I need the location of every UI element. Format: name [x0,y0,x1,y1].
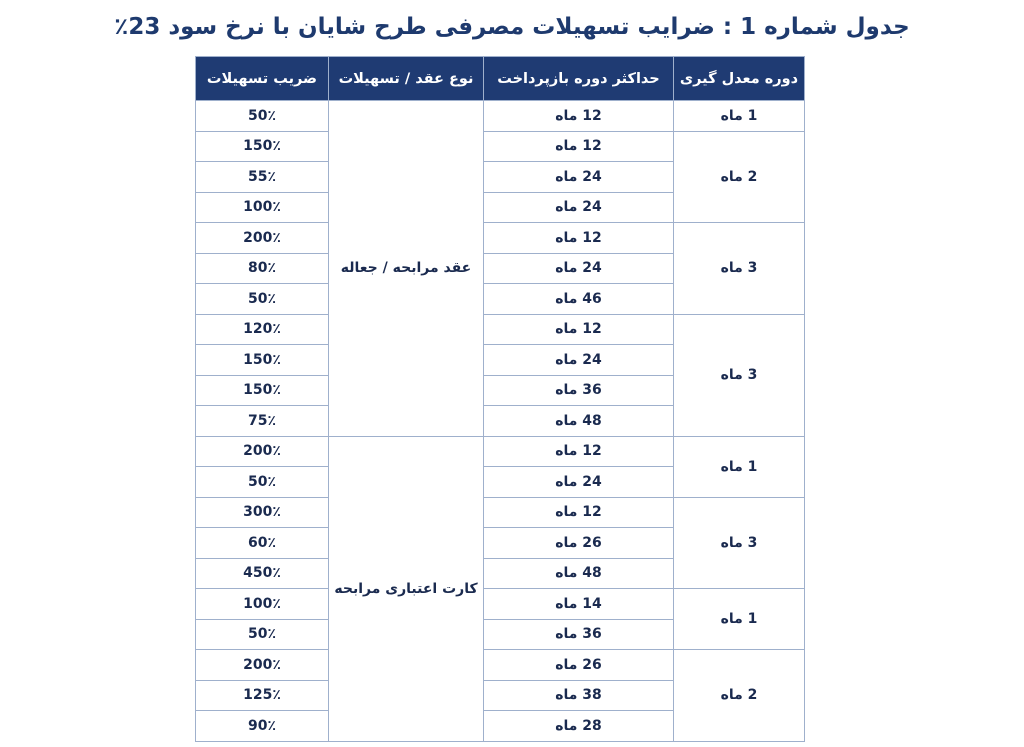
max-repayment-cell: 12 ماه [484,131,674,162]
max-repayment-cell: 12 ماه [484,223,674,254]
max-repayment-cell: 14 ماه [484,589,674,620]
header-max-repayment: حداکثر دوره بازپرداخت [484,57,674,101]
table-row [196,497,805,528]
max-repayment-cell: 36 ماه [484,375,674,406]
averaging-period-cell: 2 ماه [674,650,805,742]
max-repayment-cell: 24 ماه [484,162,674,193]
coefficient-cell: 150٪ [196,131,329,162]
max-repayment-cell: 48 ماه [484,406,674,437]
max-repayment-cell: 26 ماه [484,528,674,559]
max-repayment-cell: 26 ماه [484,650,674,681]
coefficient-cell: 80٪ [196,253,329,284]
averaging-period-cell: 3 ماه [674,223,805,315]
coefficient-cell: 55٪ [196,162,329,193]
coefficient-cell: 200٪ [196,223,329,254]
max-repayment-cell: 24 ماه [484,467,674,498]
max-repayment-cell: 12 ماه [484,436,674,467]
coefficients-table [195,56,805,742]
coefficient-cell: 200٪ [196,436,329,467]
max-repayment-cell: 24 ماه [484,253,674,284]
coefficient-cell: 50٪ [196,101,329,132]
table-row [196,314,805,345]
coefficient-cell: 450٪ [196,558,329,589]
coefficient-cell: 90٪ [196,711,329,742]
coefficient-cell: 50٪ [196,619,329,650]
coefficient-cell: 60٪ [196,528,329,559]
table-row [196,101,805,132]
coefficient-cell: 120٪ [196,314,329,345]
header-averaging-period: دوره معدل گیری [674,57,805,101]
coefficient-cell: 200٪ [196,650,329,681]
averaging-period-cell: 1 ماه [674,436,805,497]
max-repayment-cell: 28 ماه [484,711,674,742]
contract-type-cell: کارت اعتباری مرابحه [329,436,484,741]
max-repayment-cell: 12 ماه [484,101,674,132]
max-repayment-cell: 24 ماه [484,192,674,223]
table-header-row [196,57,805,101]
averaging-period-cell: 2 ماه [674,131,805,223]
max-repayment-cell: 48 ماه [484,558,674,589]
table-row [196,589,805,620]
header-contract-type: نوع عقد / تسهیلات [329,57,484,101]
max-repayment-cell: 12 ماه [484,497,674,528]
averaging-period-cell: 3 ماه [674,497,805,589]
coefficient-cell: 100٪ [196,589,329,620]
table-row [196,223,805,254]
coefficient-cell: 50٪ [196,467,329,498]
contract-type-cell: عقد مرابحه / جعاله [329,101,484,437]
table-row [196,650,805,681]
coefficient-cell: 150٪ [196,375,329,406]
coefficient-cell: 100٪ [196,192,329,223]
averaging-period-cell: 1 ماه [674,589,805,650]
max-repayment-cell: 36 ماه [484,619,674,650]
coefficient-cell: 50٪ [196,284,329,315]
table-row [196,436,805,467]
header-coefficient: ضریب تسهیلات [196,57,329,101]
coefficient-cell: 125٪ [196,680,329,711]
averaging-period-cell: 1 ماه [674,101,805,132]
max-repayment-cell: 12 ماه [484,314,674,345]
table-row [196,131,805,162]
coefficient-cell: 75٪ [196,406,329,437]
max-repayment-cell: 24 ماه [484,345,674,376]
table-title: جدول شماره 1 : ضرایب تسهیلات مصرفی طرح شایان با نرخ سود 23٪ [114,14,910,40]
max-repayment-cell: 38 ماه [484,680,674,711]
coefficient-cell: 150٪ [196,345,329,376]
coefficient-cell: 300٪ [196,497,329,528]
averaging-period-cell: 3 ماه [674,314,805,436]
max-repayment-cell: 46 ماه [484,284,674,315]
